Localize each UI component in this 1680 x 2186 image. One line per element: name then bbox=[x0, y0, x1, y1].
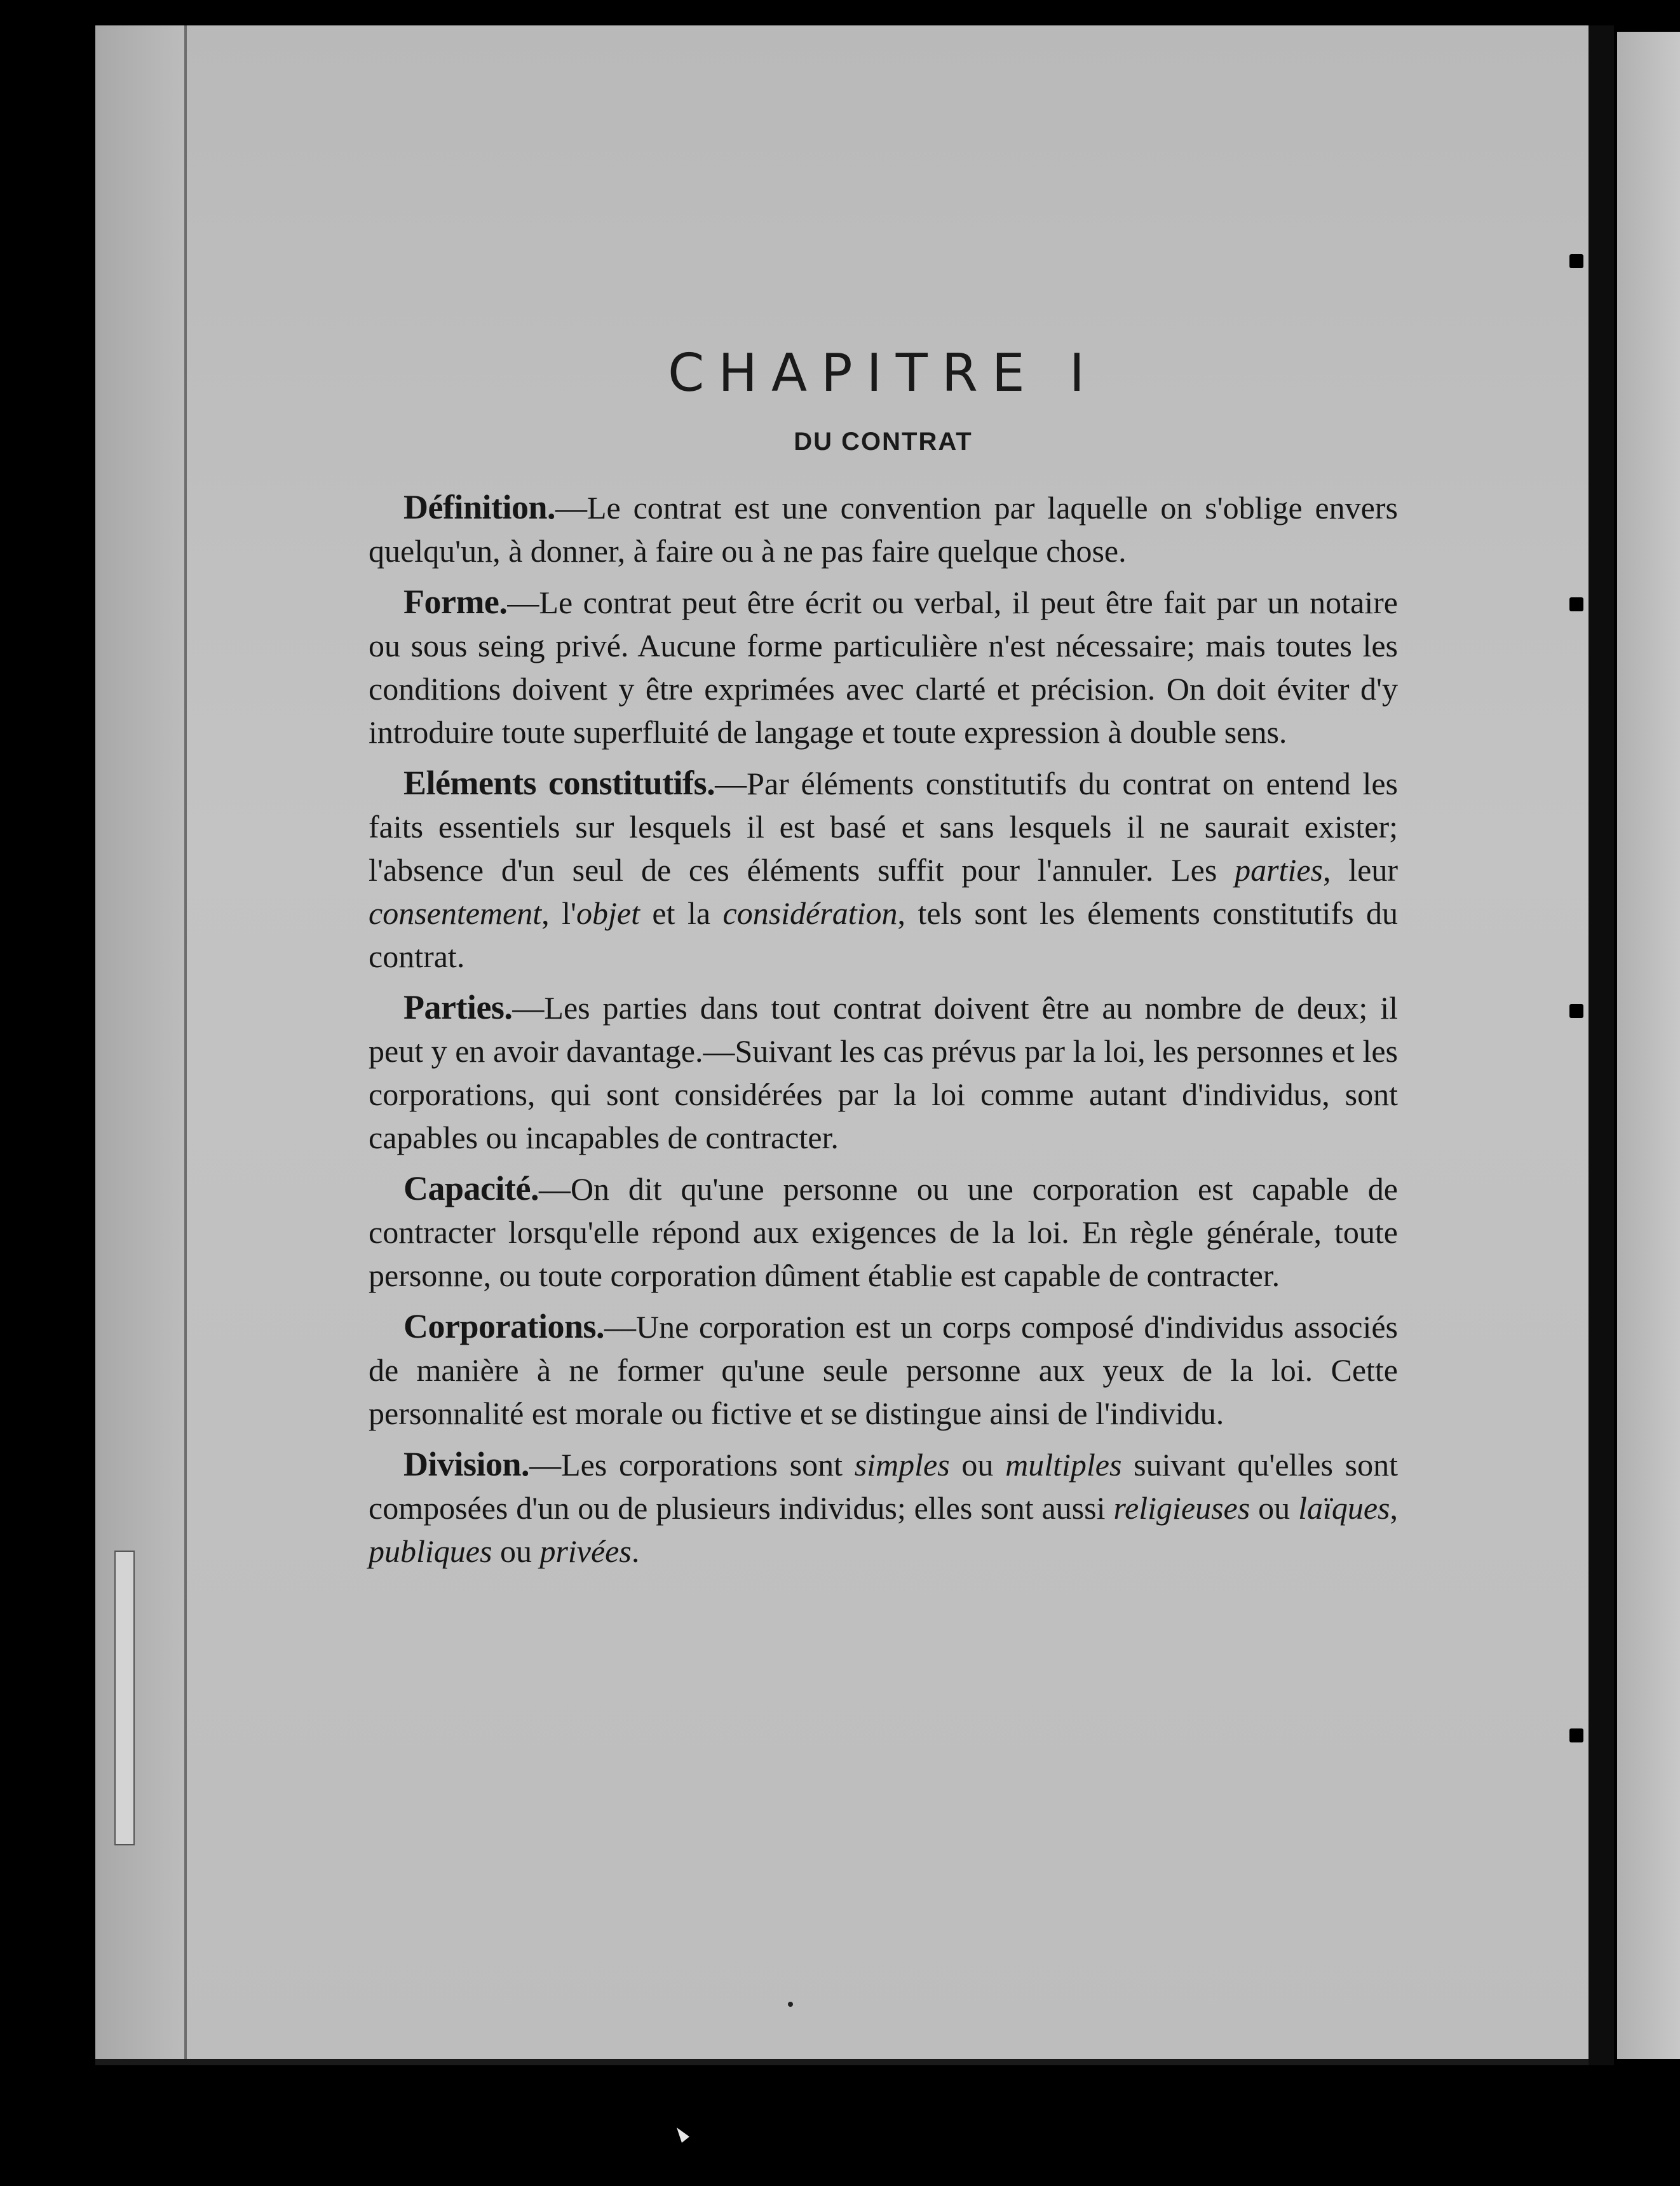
italic-text: religieuses bbox=[1113, 1490, 1250, 1526]
paragraph-term: Corporations. bbox=[403, 1307, 604, 1345]
page-fold-line bbox=[184, 25, 187, 2059]
paragraph-text: —Par éléments constitutifs du contrat on entend les faits essentiels sur lesquels il est basé et sans lesquels il ne saurait exister; l'absence d'un seul de ces éléments suffit pour l'annuler. Les bbox=[369, 766, 1399, 888]
italic-text: multiples bbox=[1005, 1447, 1122, 1483]
page-speck bbox=[788, 2002, 793, 2007]
paragraph bbox=[369, 485, 1398, 573]
paragraph-text: , tels sont les élements constitutifs du contrat. bbox=[369, 895, 1398, 974]
paragraph-list bbox=[369, 485, 1398, 1573]
paragraph bbox=[369, 1167, 1398, 1297]
paragraph bbox=[369, 1443, 1398, 1573]
paragraph-text: ou bbox=[492, 1533, 540, 1569]
italic-text: considération bbox=[722, 895, 898, 931]
paragraph bbox=[369, 1305, 1398, 1435]
paragraph-text: ou bbox=[949, 1447, 1006, 1483]
paragraph-text: —Les corporations sont bbox=[529, 1447, 855, 1483]
paragraph-text: , bbox=[1390, 1490, 1398, 1526]
binding-mark bbox=[1569, 1728, 1583, 1742]
chapter-title: CHAPITRE I bbox=[668, 343, 1099, 404]
paragraph-text: ou bbox=[1250, 1490, 1299, 1526]
paragraph-text: suivant qu'elles sont composées d'un ou de plusieurs individus; elles sont aussi bbox=[369, 1447, 1399, 1526]
italic-text: publiques bbox=[369, 1533, 492, 1569]
paragraph bbox=[369, 986, 1398, 1159]
paragraph-text: —Le contrat peut être écrit ou verbal, il peut être fait par un notaire ou sous seing privé. Aucune forme particulière n'est nécessaire; mais toutes les conditions doivent y être exprimées avec clarté et précision. On doit éviter d'y introduire toute superfluité de langage et toute expression à double sens. bbox=[369, 585, 1398, 750]
italic-text: objet bbox=[576, 895, 640, 931]
paragraph-text: et la bbox=[639, 895, 723, 931]
paragraph-text: —Le contrat est une convention par laquelle on s'oblige envers quelqu'un, à donner, à faire ou à ne pas faire quelque chose. bbox=[369, 490, 1398, 569]
page-right-edge bbox=[1589, 25, 1614, 2065]
paragraph-term: Forme. bbox=[403, 583, 508, 621]
page-left-margin-strip bbox=[95, 25, 186, 2059]
chapter-subtitle: DU CONTRAT bbox=[794, 428, 973, 456]
paragraph-text: , l' bbox=[541, 895, 576, 931]
paragraph-term: Capacité. bbox=[403, 1169, 539, 1207]
paragraph-term: Division. bbox=[403, 1445, 530, 1483]
italic-text: laïques bbox=[1298, 1490, 1390, 1526]
italic-text: privées bbox=[539, 1533, 632, 1569]
italic-text: parties bbox=[1235, 852, 1323, 888]
paragraph-term: Parties. bbox=[403, 988, 513, 1026]
paragraph bbox=[369, 761, 1398, 978]
paragraph-term: Définition. bbox=[403, 488, 556, 526]
paragraph-text: . bbox=[631, 1533, 640, 1569]
paragraph-text: —Une corporation est un corps composé d'individus associés de manière à ne former qu'une seule personne aux yeux de la loi. Cette personnalité est morale ou fictive et se distingue ainsi de l'individu. bbox=[369, 1309, 1398, 1431]
binding-mark bbox=[1569, 1004, 1583, 1018]
paragraph-text: —On dit qu'une personne ou une corporation est capable de contracter lorsqu'elle répond aux exigences de la loi. En règle générale, toute personne, ou toute corporation dûment établie est capable de contracter. bbox=[369, 1171, 1398, 1293]
adjacent-page-edge bbox=[1617, 32, 1680, 2059]
italic-text: simples bbox=[854, 1447, 950, 1483]
paragraph bbox=[369, 580, 1398, 754]
paragraph-term: Eléments constitutifs. bbox=[403, 764, 715, 802]
binding-mark bbox=[1569, 597, 1583, 611]
italic-text: consentement bbox=[369, 895, 542, 931]
paragraph-text: , leur bbox=[1323, 852, 1398, 888]
binding-mark bbox=[1569, 254, 1583, 268]
paragraph-text: —Les parties dans tout contrat doivent être au nombre de deux; il peut y en avoir davantage.—Suivant les cas prévus par la loi, les personnes et les corporations, qui sont considérées par la loi comme autant d'individus, sont capables ou incapables de contracter. bbox=[369, 990, 1398, 1155]
page-content bbox=[369, 343, 1398, 1580]
paper-tab bbox=[114, 1551, 135, 1845]
